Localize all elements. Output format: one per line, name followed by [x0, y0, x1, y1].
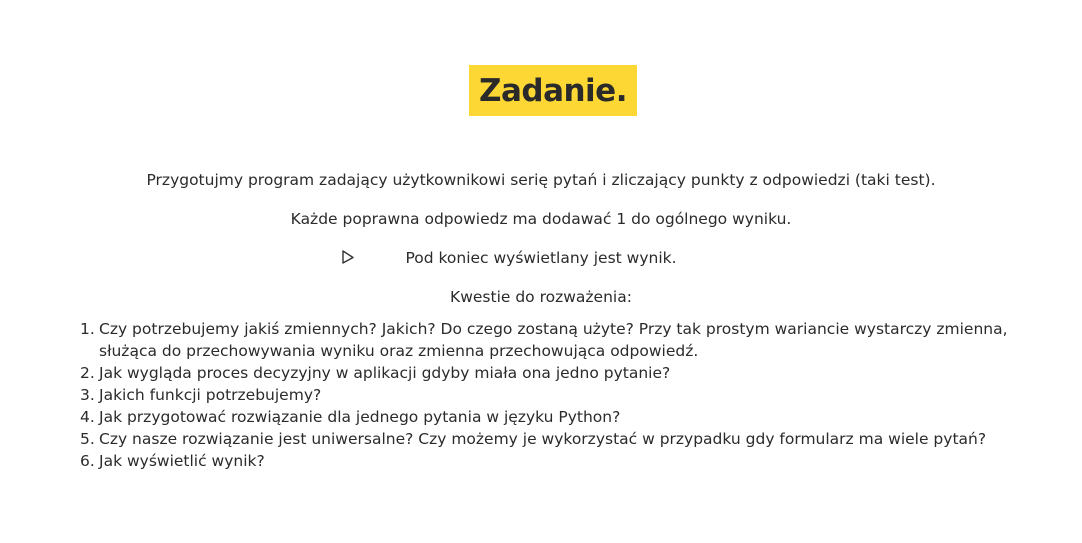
question-text-line1: Czy potrzebujemy jakiś zmiennych? Jakich? Do czego zostaną użyte? Przy tak prostym wariancie wystarczy zmienna, — [99, 320, 1008, 338]
question-item-4 — [80, 406, 1060, 428]
questions-list — [80, 318, 1060, 472]
question-text: Jak przygotować rozwiązanie dla jednego pytania w języku Python? — [99, 408, 621, 426]
question-number: 1. — [80, 320, 95, 338]
pointer-cursor-icon — [341, 249, 355, 265]
question-text — [99, 318, 1008, 362]
question-text: Jakich funkcji potrzebujemy? — [99, 386, 322, 404]
question-text-line2: służąca do przechowywania wyniku oraz zmienna przechowująca odpowiedź. — [99, 342, 699, 360]
question-number: 4. — [80, 408, 95, 426]
question-number: 2. — [80, 364, 95, 382]
question-text: Jak wyświetlić wynik? — [99, 452, 265, 470]
question-number: 5. — [80, 430, 95, 448]
question-item-3 — [80, 384, 1060, 406]
result-paragraph: Pod koniec wyświetlany jest wynik. — [405, 249, 677, 267]
considerations-heading: Kwestie do rozważenia: — [450, 288, 632, 306]
page-title: Zadanie. — [478, 72, 627, 109]
question-item-6 — [80, 450, 1060, 472]
question-number: 3. — [80, 386, 95, 404]
question-item-1 — [80, 318, 1060, 362]
question-item-2 — [80, 362, 1060, 384]
title-highlight — [469, 65, 637, 116]
question-text: Czy nasze rozwiązanie jest uniwersalne? Czy możemy je wykorzystać w przypadku gdy formularz ma wiele pytań? — [99, 430, 987, 448]
question-item-5 — [80, 428, 1060, 450]
question-number: 6. — [80, 452, 95, 470]
question-text: Jak wygląda proces decyzyjny w aplikacji gdyby miała ona jedno pytanie? — [99, 364, 671, 382]
intro-paragraph: Przygotujmy program zadający użytkownikowi serię pytań i zliczający punkty z odpowiedzi (taki test). — [146, 171, 936, 189]
scoring-paragraph: Każde poprawna odpowiedz ma dodawać 1 do ogólnego wyniku. — [290, 210, 792, 228]
